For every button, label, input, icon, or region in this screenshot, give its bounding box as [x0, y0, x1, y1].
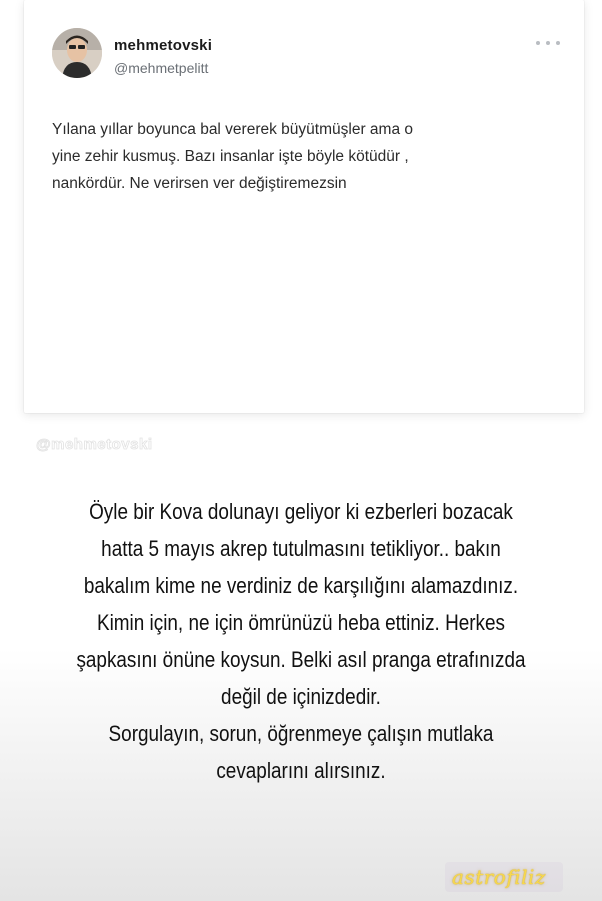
tweet-text	[52, 116, 572, 197]
avatar[interactable]	[52, 28, 102, 78]
story-line: değil de içinizdedir.	[221, 684, 381, 709]
story-line: şapkasını önüne koysun. Belki asıl pranga etrafınızda	[76, 647, 526, 672]
tweet-text-line: Yılana yıllar boyunca bal vererek büyütmüşler ama o	[52, 121, 413, 138]
story-line: cevaplarını alırsınız.	[216, 758, 386, 783]
story-line: Kimin için, ne için ömrünüzü heba ettiniz. Herkes	[96, 610, 506, 635]
dot	[546, 41, 550, 45]
tweet-text-line: nankördür. Ne verirsen ver değiştiremezsin	[52, 175, 347, 192]
story-line: Sorgulayın, sorun, öğrenmeye çalışın mutlaka	[108, 721, 494, 746]
story-line: hatta 5 mayıs akrep tutulmasını tetikliyor.. bakın	[101, 536, 501, 561]
story-text	[42, 493, 560, 789]
tweet-handle[interactable]: @mehmetpelitt	[114, 60, 209, 76]
story-line: bakalım kime ne verdiniz de karşılığını alamazdınız.	[83, 573, 519, 598]
tweet-card[interactable]	[24, 0, 584, 413]
tweet-text-line: yine zehir kusmuş. Bazı insanlar işte böyle kötüdür ,	[52, 148, 409, 165]
signature-text: astrofiliz	[452, 865, 546, 889]
more-dots-icon[interactable]	[536, 38, 560, 48]
tweet-display-name[interactable]: mehmetovski	[114, 37, 213, 54]
dot	[536, 41, 540, 45]
watermark-handle: @mehmetovski	[36, 436, 153, 453]
dot	[556, 41, 560, 45]
story-line: Öyle bir Kova dolunayı geliyor ki ezberleri bozacak	[89, 499, 513, 524]
avatar-image	[52, 28, 102, 78]
